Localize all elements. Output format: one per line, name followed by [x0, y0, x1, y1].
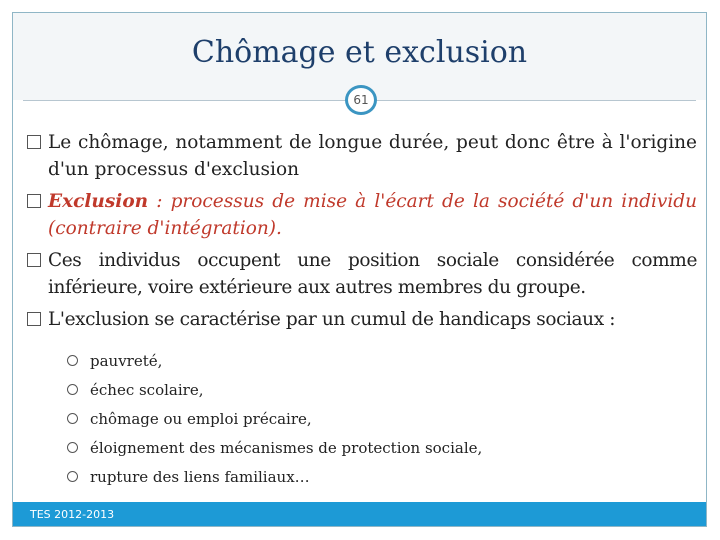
- sub-bullet-text: pauvreté,: [90, 352, 163, 370]
- bullet-text: Le chômage, notamment de longue durée, peut donc être à l'origine d'un processus d'exclusion: [48, 132, 697, 180]
- sub-bullet-item: [61, 463, 482, 492]
- circle-bullet-icon: [67, 384, 78, 395]
- sub-bullet-text: échec scolaire,: [90, 381, 204, 399]
- bullet-item: [27, 247, 697, 301]
- sub-bullet-item: [61, 405, 482, 434]
- sub-bullet-text: chômage ou emploi précaire,: [90, 410, 312, 428]
- footer-text: TES 2012-2013: [30, 508, 115, 521]
- slide-frame: [12, 12, 707, 527]
- bullet-item: [27, 306, 697, 333]
- slide-title: Chômage et exclusion: [191, 35, 528, 70]
- circle-bullet-icon: [67, 355, 78, 366]
- bullet-item-definition: [27, 188, 697, 242]
- slide-number-badge: 61: [345, 85, 377, 115]
- bullet-text: Ces individus occupent une position sociale considérée comme inférieure, voire extérieure aux autres membres du groupe.: [48, 250, 697, 298]
- bullet-item: [27, 129, 697, 183]
- sub-bullet-text: éloignement des mécanismes de protection sociale,: [90, 439, 483, 457]
- checkbox-bullet-icon: [27, 312, 41, 326]
- circle-bullet-icon: [67, 471, 78, 482]
- bullet-text: L'exclusion se caractérise par un cumul de handicaps sociaux :: [48, 309, 616, 330]
- sub-bullet-text: rupture des liens familiaux…: [90, 468, 310, 486]
- circle-bullet-icon: [67, 413, 78, 424]
- definition-text: : processus de mise à l'écart de la société d'un individu (contraire d'intégration).: [48, 191, 697, 239]
- circle-bullet-icon: [67, 442, 78, 453]
- sub-bullet-list: [61, 347, 482, 492]
- bullet-list: [27, 129, 697, 338]
- checkbox-bullet-icon: [27, 135, 41, 149]
- sub-bullet-item: [61, 376, 482, 405]
- checkbox-bullet-icon: [27, 194, 41, 208]
- definition-term: Exclusion: [48, 191, 149, 212]
- footer-bar: [13, 502, 706, 527]
- checkbox-bullet-icon: [27, 253, 41, 267]
- sub-bullet-item: [61, 434, 482, 463]
- sub-bullet-item: [61, 347, 482, 376]
